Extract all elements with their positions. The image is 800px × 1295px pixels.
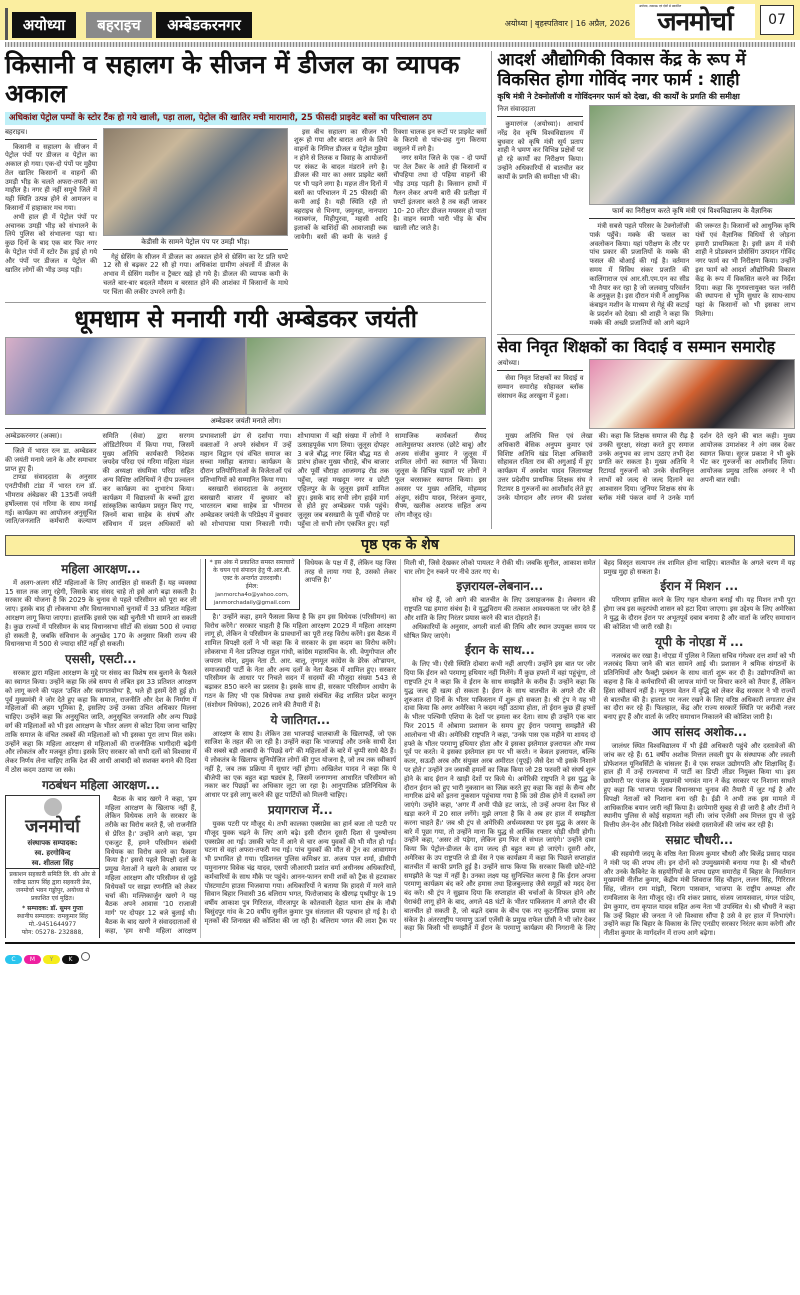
magenta-mark: M [24, 955, 41, 964]
lead-paragraph: किसानी व सहालग के सीजन में पेट्रोल पंपों पर डीजल व पेट्रोल का अकाल हो गया। एक-दो पंपों पर मुहैया तेल खातिर किसानों व वाहनों की उमड़ी भीड़ के चलते अफरा-तफरी का माहौल है। नगर ही नहीं समूचे जिले में यही स्थिति उत्पन्न होने से आमजन व किसानों में हाहाकार मच गया। [5, 142, 97, 213]
ambedkar-body [5, 337, 486, 529]
email-1[interactable]: janmorcha4o@yahoo.com, [215, 591, 289, 598]
publisher-info: प्रकाशन सहकारी समिति लि. की ओर से रवीन्द्र प्रताप सिंह द्वारा सहकारी प्रेस, जनमोर्चा भवन गड्डोपुर, अयोध्या से प्रकाशित एवं मुद्रित। [9, 870, 96, 902]
farm-headline-line2: विकसित होगा गोविंद नगर फार्म : शाही [497, 69, 740, 90]
section-text: नजरबंद कर रखा है। नोएडा में पुलिस ने जिला सचिव गंगेश्वर दत्त शर्मा को भी नजरबंद किया जाने की बात सामने आई थी। प्रशासन ने श्रमिक संगठनों के प्रतिनिधियों और फैक्ट्री प्रबंधन के साथ वार्ता शुरू कर दी है। उद्योगपतियों का कहना है कि वे कर्मचारियों की जायज मांगों पर विचार करने को तैयार हैं, लेकिन हिंसा स्वीकार्य नहीं है। न्यूनतम वेतन में वृद्धि को लेकर केंद्र सरकार ने भी राज्यों से बातचीत की है। हालात पर नजर रखने के लिए वरिष्ठ अधिकारी लगातार क्षेत्र का दौरा कर रहे हैं। फिलहाल, केंद्र और राज्य सरकारें स्थिति पर करीबी नजर बनाए हुए हैं और वार्ता के जरिए समाधान निकालने की कोशिश जारी है। [603, 651, 795, 722]
section-title: ईरान में मिशन ... [660, 579, 739, 594]
ambedkar-stage-photo [5, 337, 246, 415]
lead-column-1 [5, 128, 97, 275]
section-text: अधिकारियों के अनुसार, अगली वार्ता की तिथि और स्थान उपयुक्त समय पर घोषित किए जाएंगे। [404, 622, 596, 640]
masthead-logo [635, 4, 755, 38]
section-text: की सहयोगी जदयू के वरिष्ठ नेता विजय कुमार चौधरी और बिजेंद्र प्रसाद यादव ने मंत्री पद की शपथ ली। इन दोनों को उपमुख्यमंत्री बनाया गया है। श्री चौधरी और उनके कैबिनेट के सहयोगियों के शपथ ग्रहण समारोह में बिहार के निवर्तमान मुख्यमंत्री नीतीश कुमार, केंद्रीय मंत्री शिवराज सिंह चौहान, ललन सिंह, गिरिराज सिंह, जीतन राम मांझी, चिराग पासवान, भाजपा के राष्ट्रीय अध्यक्ष और रामविलास के नेता मौजूद रहे। रवि शंकर प्रसाद, संजय जायसवाल, मंगल पांडेय, प्रेम कुमार, राम कृपाल यादव सहित अन्य नेता भी उपस्थित थे। श्री चौधरी ने कहा कि उन्हें बिहार की जनता ने जो विश्वास सौंपा है उसे वे हर हाल में निभाएंगे। उन्होंने कहा कि बिहार के विकास के लिए एनडीए सरकार निरंतर काम करेगी और नीतीश कुमार के मार्गदर्शन में राज्य आगे बढ़ेगा। [603, 849, 795, 938]
yellow-mark: Y [43, 955, 60, 964]
farm-subheadline: कृषि मंत्री ने टेक्नोलॉजी व गोविंदनगर फार्म को देखा, की कार्यों के प्रगति की समीक्षा [497, 92, 740, 102]
phone-number: फोन: 05278- 232888, [21, 928, 84, 936]
teachers-ceremony-photo [589, 359, 795, 429]
editor: * सम्पादक: डॉ. सुमन गुप्ता [22, 904, 83, 912]
ambedkar-dateline: अम्बेडकरनगर (अक्स)। [5, 432, 96, 444]
section-title: आप सांसद अशोक... [651, 725, 747, 739]
founder-2: स्व. शीतला सिंह [6, 858, 99, 869]
ambedkar-paragraph: जिले में भारत रत्न डा. अम्बेडकर की जयंती मनाये जाने के और समाचार प्राप्त हुए हैं। [5, 447, 97, 473]
section-title: सम्राट चौधरी... [665, 832, 733, 847]
ambedkar-photo-caption: अम्बेडकर जयंती मनाते लोग। [5, 415, 486, 429]
section-text: परिणाम हासिल करने के लिए गहन योजना बनाई थी। यह मिशन तभी पूरा होगा जब इस कट्टरपंथी शासन को हटा दिया जाएगा। इस उद्देश्य के लिए अमेरिका ने युद्ध के दौरान ईरान पर अभूतपूर्व दबाव बनाया है और वार्ता के जरिए समाधान की कोशिश भी जारी रखी है। [603, 596, 795, 631]
teachers-dateline: अयोध्या। [497, 359, 583, 371]
top-stories [5, 51, 795, 529]
registration-crosshair-icon [81, 952, 90, 961]
dateline: अयोध्या | बृहस्पतिवार | 16 अप्रैल, 2026 [504, 19, 630, 28]
section-text: सरकार द्वारा महिला आरक्षण के मुद्दे पर संसद का विशेष सत्र बुलाने के फैसले का स्वागत किया। उन्होंने कहा कि लंबे समय से लंबित इस 33 प्रतिशत आरक्षण को लागू करने की पहल 'उचित और स्वागतयोग्य' है, भले ही इसमें देरी हुई हो। पूर्व मुख्यमंत्री ने जोर देते हुए कहा कि समाज, राजनीति और देश के निर्माण में महिलाओं की अहम भूमिका है, इसलिए उन्हें उनका उचित अधिकार मिलना चाहिए। उन्होंने कहा कि अनुसूचित जाति, अनुसूचित जनजाति और अन्य पिछड़े वर्ग की महिलाओं को भी इस आरक्षण के भीतर अलग से कोटा दिया जाना चाहिए ताकि समाज के वंचित तबकों की महिलाओं को भी इसका पूरा लाभ मिल सके। उन्होंने कहा कि महिला आरक्षण से महिलाओं की राजनीतिक भागीदारी बढ़ेगी और लोकतंत्र और मजबूत होगा। इसके लिए सरकार को सभी दलों को विश्वास में लेकर निर्णय लेना चाहिए ताकि देश की आधी आबादी को सशक्त बनाने की दिशा में ठोस कदम उठाया जा सके। [5, 669, 197, 774]
ambedkar-photos [5, 337, 486, 415]
header-divider [5, 42, 795, 47]
section-text: के लिए भी। ऐसी स्थिति दोबारा कभी नहीं आएगी। उन्होंने इस बात पर जोर दिया कि ईरान को परमाणु हथियार नहीं मिलेंगे। मैं कुछ हफ्तों में वहां पहुंचूंगा, तो राष्ट्रपति ट्रंप ने कहा कि वे ईरान के साथ समझौते के करीब हैं। उन्होंने कहा कि युद्ध जल्द ही खत्म हो सकता है। ईरान के साथ बातचीत के अगले दौर की शुरुआत दो दिनों के भीतर पाकिस्तान में शुरू हो सकता है। श्री ट्रंप ने यह भी दावा किया कि अगर अमेरिका ने कदम नहीं उठाया होता, तो ईरान कुछ ही हफ्तों के भीतर पश्चिमी एशिया के देशों पर हमला कर देता। साथ ही उन्होंने एक बार फिर 2015 में ओबामा प्रशासन के समय हुए ईरान परमाणु समझौते की आलोचना भी की। अमेरिकी राष्ट्रपति ने कहा, 'उनके पास एक महीने या शायद दो हफ्ते के भीतर परमाणु हथियार होता और वे इसका इस्तेमाल इजरायल और मध्य पूर्व पर करते। वे इसका इस्तेमाल हम पर भी करते। न केवल इजरायल, बल्कि कतर, सऊदी अरब और संयुक्त अरब अमीरात (यूएई) जैसे देश भी इसके निशाने पर होते।' उन्होंने उन जवाबी हमलों का जिक्र किया जो 28 फरवरी को संघर्ष शुरू होने के बाद ईरान ने खाड़ी देशों पर किये थे। अमेरिकी राष्ट्रपति ने इस युद्ध के दौरान ईरान को हुए भारी नुकसान का जिक्र करते हुए कहा कि वहां के सैन्य और नागरिक ढांचे को इतना नुकसान पहुंचाया गया है कि उसे ठीक होने में दशकों लग जाएंगे। उन्होंने कहा, 'अगर मैं अभी पीछे हट जाऊं, तो उन्हें अपना देश फिर से खड़ा करने में 20 साल लगेंगे। मुझे लगता है कि वे अब हर हाल में समझौता करना चाहते हैं।' जब श्री ट्रंप से अमेरिकी अर्थव्यवस्था पर इस युद्ध के असर के बारे में पूछा गया, तो उन्होंने माना कि युद्ध से आर्थिक रफ्तार थोड़ी धीमी होगी। उन्होंने कहा, 'असर तो पड़ेगा, लेकिन हम फिर से संभल जाएंगे।' उन्होंने दावा किया कि पेट्रोल-डीजल के दाम जल्द ही बहुत कम हो जाएंगे। दूसरी ओर, अमेरिका के उप राष्ट्रपति जे डी वेंस ने एक कार्यक्रम में कहा कि पिछले सप्ताहांत बातचीत में काफी प्रगति हुई है। उन्होंने साफ किया कि सरकार किसी छोटे-मोटे समझौते के पक्ष में नहीं है। उनका लक्ष्य यह सुनिश्चित करना है कि ईरान अपना परमाणु कार्यक्रम बंद करे और हमास तथा हिजबुल्लाह जैसे समूहों को मदद देना बंद करे। श्री ट्रंप ने सुझाव दिया कि सप्ताहांत की चर्चाओं के विफल होने और घेराबंदी लागू होने के बाद, अगले 48 घंटों के भीतर पाकिस्तान में अगले दौर की बातचीत हो सकती है, जो बढ़ते दबाव के बीच एक नए कूटनीतिक प्रयास का संकेत है। अंतरराष्ट्रीय परमाणु ऊर्जा एजेंसी के प्रमुख राफेल ग्रॉसी ने भी जोर देकर कहा कि किसी भी समझौते में ईरान के परमाणु कार्यक्रम की निगरानी के लिए बेहद विस्तृत सत्यापन तंत्र शामिल होना चाहिए। बातचीत के अगले चरण में यह प्रमुख मुद्दा हो सकता है। [404, 558, 795, 933]
section-title: इज़रायल-लेबनान... [456, 579, 544, 594]
section-tab-ambedkarnagar[interactable]: अम्बेडकरनगर [156, 12, 252, 38]
section-text: जालंधर स्थित विश्वविद्यालय में भी ईडी अधिकारी पहुंचे और दस्तावेजों की जांच कर रहे हैं। 61 वर्षीय अशोक मित्तल लवली ग्रुप के संस्थापक और लवली प्रोफेशनल यूनिवर्सिटी के चांसलर हैं। वे एक सफल उद्योगपति और शिक्षाविद् हैं। हाल ही में उन्हें राज्यसभा में पार्टी का डिप्टी लीडर नियुक्त किया था। इस छापेमारी पर पंजाब के मुख्यमंत्री भगवंत मान ने केंद्र सरकार पर निशाना साधते हुए कहा कि भाजपा पंजाब विधानसभा चुनाव की तैयारी में जुट गई है और विपक्षी नेताओं को निशाना बना रही है। ईडी ने अभी तक इस मामले में आधिकारिक बयान जारी नहीं किया है। छापेमारी सुबह से ही जारी है और टीमों ने स्थानीय पुलिस से कोई सहायता नहीं ली। जांच एजेंसी अब मित्तल ग्रुप से जुड़े वित्तीय लेन-देन और विदेशी निवेश संबंधी दस्तावेजों की जांच कर रही है। [603, 742, 795, 830]
farm-headline-line1: आदर्श औद्योगिकी विकास केंद्र के रूप में [497, 50, 746, 70]
masthead-title: जनमोर्चा [657, 7, 733, 37]
black-mark: K [62, 955, 79, 964]
lead-body [5, 128, 486, 297]
farm-columns-right [589, 222, 795, 328]
lead-paragraph: इस बीच सहालग का सीजन भी शुरू हो गया और बारात आने के लिये वाहनों के निमित्त डीजल व पेट्रोल मुहैया न होने से तिलक व विवाह के आयोजनों पर संकट के बादल मंडराने लगे है। डीजल की मार का असर प्राइवेट बसों पर भी पड़ने लगा है। महज तीन दिनों में बसों का परिचालन में 25 फीसदी की कमी आई है। यही स्थिति रही तो बहराइच से भिनगा, जमुनहा, नानपारा नवाबगंज, मिहीपुरवा, महसी आदि इलाकों के बाशिंदों की आवाजाही रुक जायेगी। बसों की कमी के चलते ई रिक्शा चालक इन रूटों पर प्राइवेट बसों के किराये से पांच-छह गुना किराया वसूलने में लगे है। [294, 127, 487, 242]
farm-photo-column [589, 105, 795, 328]
email-2[interactable]: janmorchadaily@gmail.com [213, 599, 291, 606]
teachers-paragraph: सेवा निवृत शिक्षकों का विदाई व सम्मान समारोह सोहावल ब्लॉक संसाधन केंद्र अरखुना में हुआ। [497, 374, 584, 400]
lead-dateline: बहराइच। [5, 128, 97, 140]
cmyk-registration-marks [5, 942, 795, 965]
section-text: युवक पटरी पर मौजूद थे। तभी कालका एक्सप्रेस का हार्न बजा तो पटरी पर मौजूद युवक चढ़ने के लिए आगे बढ़े। इसी दौरान दूसरी दिशा से पुरुषोत्तम एक्सप्रेस आ गई। उसकी चपेट में आने से चार अन्य युवकों की भी मौत हो गई। घटना से वहां अफरा-तफरी मच गई। पांच युवकों की मौत से ट्रेन का आवागमन भी प्रभावित हो गया। एडिशनल पुलिस कमिश्नर डा. अजय पाल शर्मा, डीसीपी यमुनानगर विवेक चंद्र यादव, एसपी जीआरपी प्रशांत वर्मा अधीनस्थ अधिकारियों, कर्मचारियों के साथ मौके पर पहुंचे। आनन-फानन सभी शवों को ट्रैक से हटवाकर पोस्टमार्टम हाउस भिजवाया गया। अधिकारियों ने बताया कि हादसे में मरने वाले सिवान बिहार निवासी 36 बलिराम भगत, फिरोजाबाद के खैरगढ़ पृथ्वीपुर के 19 वर्षीय आकाश पुत्र गिरिराज, मीरजापुर के कोतवाली देहात थाना क्षेत्र के नौबी बिसुंदपुर गांव के 20 वर्षीय सुनील कुमार पुत्र संतलाल की पहचान हो गई है। दो मृतकों की शिनाख्त की कोशिश की जा रही है। बलिराम भगत की लाश ट्रैक पर मिली थी, जिसे देखकर लोको पायलट ने रोकी थी। जबकि सुनील, आकाश समेत चार लोग ट्रेन रुकने पर नीचे उतर गए थे। [204, 558, 596, 925]
farm-column-1 [497, 105, 583, 182]
teachers-column-1 [497, 359, 583, 400]
section-title: प्रयागराज में... [267, 802, 333, 817]
cyan-mark: C [5, 955, 22, 964]
ambedkar-headline: धूमधाम से मनायी गयी अम्बेडकर जयंती [5, 302, 486, 334]
email-label: ईमेल: [245, 582, 259, 590]
right-stories [497, 51, 795, 502]
section-title: महिला आरक्षण... [61, 561, 141, 576]
section-text: है।' उन्होंने कहा, हमने फैसला किया है कि हम इस विधेयक (परिसीमन) का विरोध करेंगे।' सरकार चाहती है कि महिला आरक्षण 2029 में महिला आरक्षण लागू हो, लेकिन वे परिसीमन के प्रावधानों का पूरी तरह विरोध करेंगे। इस बैठक में शामिल विपक्षी दलों ने भी कहा कि वे सरकार के इस कदम का विरोध करेंगे। लोकसभा में नेता प्रतिपक्ष राहुल गांधी, कांग्रेस महासचिव के. सी. वेणुगोपाल और जयराम रमेश, द्रमुक नेता टी. आर. बालू, तृणमूल कांग्रेस के डेरेक ओ'ब्रायन, समाजवादी पार्टी के नेता और अन्य दलों के नेता बैठक में शामिल हुए। सरकार परिसीमन के आधार पर निचले सदन में सदस्यों की मौजूदा संख्या 543 से बढ़ाकर 850 करने का प्रस्ताव है। इसके साथ ही, सरकार परिसीमन आयोग के गठन के लिए भी एक विधेयक तथा इससे संबंधित केंद्र शासित प्रदेश कानून (संशोधन विधेयक), 2026 लाने की तैयारी में है। [204, 612, 396, 709]
section-title: ये जातिगत... [270, 712, 330, 727]
section-text: आरक्षण के साथ है। लेकिन उस भाजपाई चालबाजी के खिलाफहैं, जो एक साजिश के तहत की जा रही है। उन्होंने कहा कि भाजपाई और उनके साथी देश की सबसे बड़ी आबादी के 'पिछड़े वर्ग' की महिलाओं के बारे में चुप्पी साधे बैठे हैं। ये लोकतंत्र के खिलाफ सुनियोजित लोगों की गुप्त योजना है, जो तब तक स्वीकार्य नहीं है, जब तक प्रक्रिया में सुधार नहीं होगा। अखिलेश यादव ने कहा कि ये बीजेपी का एक बहुत बड़ा षड्यंत्र है, जिसमें जनगणना आधारित परिसीमन को नकार कर पिछड़ों का अधिकार लूटा जा रहा है। आनुपातिक प्रतिनिधित्व के आधार पर इसे लागू करने की छूट पार्टियों को मिलनी चाहिए। [204, 729, 396, 800]
lead-columns-right [294, 128, 486, 242]
ambedkar-paragraph: टाण्डा संवाददाता के अनुसार एनटीपीसी टांडा में भारत रत्न डॉ. भीमराव अंबेडकर की 135वीं जयंती हर्षोल्लास एवं गरिमा के साथ मनाई गई। कार्यक्रम का आयोजन अनुसूचित जाति/जनजाति कर्मचारी कल्याण समिति (सेवा) द्वारा सरगम ऑडिटोरियम में किया गया, जिसमें मुख्य अतिथि कार्यकारी निदेशक जयदेव परिदा एवं गरिमा महिला मंडल की अध्यक्षा संघमित्रा परिदा सहित अन्य विशिष्ट अतिथियों ने दीप प्रज्वलन कर कार्यक्रम का शुभारंभ किया। कार्यक्रम में विद्यालयों के बच्चों द्वारा सांस्कृतिक कार्यक्रम प्रस्तुत किए गए, जिनमें बाबा साहेब के संघर्ष और संविधान में प्रदत्त अधिकारों को प्रभावशाली ढंग से दर्शाया गया। वक्ताओं ने अपने संबोधन में उन्हें महान विद्वान एवं वंचित समाज का सच्चा मसीहा बताया। कार्यक्रम के दौरान प्रतियोगिताओं के विजेताओं एवं प्रतिभागियों को सम्मानित किया गया। [5, 432, 292, 529]
founder-1: स्व. हरगोविन्द [34, 848, 71, 857]
farm-byline: निज संवाददाता [497, 105, 583, 117]
teachers-body [497, 359, 795, 429]
farm-paragraph: कुमारगंज (अयोध्या)। आचार्य नरेंद्र देव कृषि विश्वविद्यालय में बुधवार को कृषि मंत्री सूर्य प्रताप शाही ने भ्रमण कर विभिन्न प्रक्षेत्रों पर हो रहे कार्यों का निरीक्षण किया। उन्होंने अधिकारियों से बातचीत कर कार्यों के प्रगति की समीक्षा भी की। [497, 120, 584, 181]
page-number: 07 [760, 5, 794, 35]
page-header [0, 0, 800, 40]
section-title: यूपी के नोएडा में ... [655, 634, 744, 649]
lead-paragraph: नगर समेत जिले के एक - दो पम्पों पर तेल टैंकर के आते ही किसानों व चौपहिया तथा दो पहिया वाहनों की भीड़ उमड़ पड़ती है। किसान हाथों में गैलन लेकर अपनी बारी की प्रतीक्षा में घण्टों इंतजार करते है तब कहीं जाकर 10- 20 लीटर डीजल मयस्सर हो पाता है। वाहन स्वामी भारी भीड़ के बीच खाली लौट जाते है। [393, 153, 487, 233]
lead-photo-caption: केडीसी के सामने पेट्रोल पंप पर उमड़ी भीड़। [103, 236, 288, 250]
header-edge-mark [5, 8, 8, 40]
farm-body [497, 105, 795, 328]
masthead-tagline: अयोध्या, लखनऊ एवं दोनों से प्रकाशित [639, 4, 682, 8]
left-stories [5, 51, 486, 529]
section-text: बैठक के बाद खरगे ने कहा, 'हम महिला आरक्षण के खिलाफ नहीं हैं, लेकिन विधेयक लाने के सरकार के तरीके का विरोध करते हैं, जो राजनीति से प्रेरित है।' उन्होंने आगे कहा, 'हम एकजुट हैं, हमने परिसीमन संबंधी विधेयक का विरोध करने का फैसला किया है।' इससे पहले विपक्षी दलों के प्रमुख नेताओं ने खरगे के आवास पर महिला आरक्षण और परिसीमन से जुड़े विधेयकों पर साझा रणनीति को लेकर चर्चा की। मल्लिकार्जुन खरगे ने यह बैठक अपने आवास '10 राजाजी मार्ग' पर दोपहर 12 बजे बुलाई थी। बैठक के बाद खरगे ने संवाददाताओं से कहा, 'हम सभी महिला आरक्षण विधेयक के पक्ष में हैं, लेकिन यह जिस तरह से लाया गया है, उसको लेकर आपत्ति है।' [105, 558, 396, 935]
petrol-pump-crowd-photo [103, 128, 288, 236]
lead-subheadline: अधिकांश पेट्रोल पम्पों के स्टोर टैंक हो गये खाली, पड़ा ताला, पेट्रोल की खातिर मची मारामारी, 25 फीसदी प्राइवेट बसों का परिचालन ठप [5, 112, 486, 125]
farm-photo-caption: फार्म का निरीक्षण करते कृषि मंत्री एवं विश्वविद्यालय के वैज्ञानिक [589, 205, 795, 219]
pen-nib-icon [44, 798, 62, 816]
lead-paragraph: अभी हाल ही में पेट्रोल पंपों पर अचानक उमड़ी भीड़ को संभालने के लिये पुलिस को संभालना पड़ा था। कुछ दिनों के बाद एक बार फिर नगर के पेट्रोल पंपों में स्टोर टैंक ड्राई हो गये और पंपों पर डीजल व पेट्रोल की खातिर लोगों की भीड़ उमड़ पड़ी। [5, 212, 97, 274]
section-tab-ayodhya[interactable]: अयोध्या [12, 12, 76, 38]
section-title: ईरान के साथ... [464, 643, 535, 658]
farm-paragraph: मंत्री सबसे पहले परिसर के टेक्नोलॉजी पार्क पहुँचे। मक्के की फसल का अवलोकन किया। यहां परीक्षण के तौर पर पांच प्रकार की प्रजातियों के मक्के की फसल की बोआई की गई है। वर्तमान समय में विविध संकर प्रजाति की कालिंगाराज एवं आर.सी.एम.एन का सीड भी तैयार कर रहा है जो जलवायु परिवर्तन के अनुकूल है। इस दौरान मंत्री ने आधुनिक कंबाइन मशीन के माध्यम से गेहूं की कटाई के प्रदर्शन को देखा। श्री शाही ने कहा कि मक्के की अच्छी प्रजातियों को आगे बढ़ाने की जरूरत है। किसानों को आधुनिक कृषि यंत्रों एवं वैज्ञानिक विधियों से जोड़ना हमारी प्राथमिकता है। इसी क्रम में मंत्री शाही ने प्रोडक्शन प्रोसेसिंग उत्पादन गोविंद नगर फार्म का भी निरीक्षण किया। उन्होंने इस फार्म को आदर्श औद्योगिकी विकास केंद्र के रूप में विकसित करने का निर्देश दिया। कहा कि गुणवत्तायुक्त फल नर्सरी की स्थापना से भूमि सुधार के साथ-साथ यहां के किसानों को भी इसका लाभ मिलेगा। [589, 222, 796, 327]
teachers-paragraph: मुख्य अतिथि वित्त एवं लेखा अधिकारी बेसिक अनुपम कुमार एवं विशिष्ट अतिथि खंड शिक्षा अधिकारी सोहावल रविता राव की अगुआई में हुए कार्यक्रम में अवधेश यादव जिलाध्यक्ष उत्तर प्रदेशीय प्राथमिक शिक्षक संघ ने रिटायर 8 गुरुजनों का आशीर्वाद लेते हुए उनके योगदान और लगन की प्रशंसा की। कहा कि शिक्षक समाज की रीढ़ है उनकी सुरक्षा, संरक्षा करते हुए समाज उनके अनुभव का लाभ उठाए तभी देश प्रगति कर सकता है। मुख्य अतिथि ने रिटायर्ड गुरुजनों को उनके सेवानिवृत्त लाभों को जल्द से जल्द दिलाने का आश्वासन दिया। जूनियर शिक्षक संघ के ब्लॉक मंत्री पंकज वर्मा ने उनके मार्ग दर्शन देते रहने की बात कही। मुख्य आयोजक उमाशंकर ने अंग वस्त्र देकर स्वागत किया। सूरज प्रकाश ने भी बुके भेंट कर गुरुजनों का आशीर्वाद लिया। आयोजक प्रमुख तारिक अनवर ने भी अपनी बात रखी। [497, 432, 795, 502]
lead-photo-column [103, 128, 288, 297]
teachers-columns [497, 432, 795, 502]
section-text: सोच रहे हैं, जो आगे की बातचीत के लिए उत्साहजनक है। लेबनान की राष्ट्रपति पद्य हमारा संबंध है। वे युद्धविराम की तत्काल आवश्यकता पर जोर देते हैं और शांति के लिए निरंतर प्रयास करने की बात दोहराते हैं। [404, 596, 596, 623]
section-tab-bahraich[interactable]: बहराइच [86, 12, 152, 38]
lead-paragraph: गेहूं थ्रेसिंग के सीजन में डीजल का अकाल होने से थ्रेसिंग का रेट प्रति घण्टे 12 सौ से बढ़कर 22 सौ हो गया। अधिकांश ग्रामीण अंचलों में डीजल के अभाव में थ्रेसिंग मशीन व ट्रैक्टर खड़े हो गये है। डीजल की व्यापक कमी के चलते बार-बार बदलते मौसम व बरसात होने की आशंका में किसानों के माथे पर चिंता की लकीर उभरने लगी है। [103, 252, 288, 296]
lead-under-photo-text [103, 253, 288, 297]
section-text: में अलग-अलग सीटें महिलाओं के लिए आरक्षित हो सकती हैं। यह व्यवस्था 15 साल तक लागू रहेगी, जिसके बाद संसद चाहे तो इसे आगे बढ़ा सकती है। सरकार की योजना है कि 2029 के चुनाव से पहले परिसीमन को पूरा कर ली जाए। इसके बाद ही लोकसभा और विधानसभाओं चुनावों में 33 प्रतिशत महिला आरक्षण लागू किया जाएगा। हालांकि इससे एक बड़ी चुनौती भी सामने आ सकती है। कुछ राज्यों में परिसीमन के बाद विधानसभा सीटों की संख्या 500 से ज्यादा हो सकती है, जबकि संविधान के अनुच्छेद 170 के अनुसार किसी राज्य की विधानसभा में 500 से ज्यादा सीटें नहीं हो सकती। [5, 578, 197, 649]
column-rule [491, 51, 492, 529]
farm-inspection-photo [589, 105, 795, 205]
continued-columns [5, 559, 795, 938]
local-editor: स्थानीय सम्पादक: रामकुमार सिंह [16, 912, 89, 920]
lead-headline: किसानी व सहालग के सीजन में डीजल का व्यापक अकाल [5, 50, 460, 108]
continued-banner: पृष्ठ एक के शेष [5, 535, 795, 556]
section-title: एससी, एसटी... [65, 652, 137, 667]
teachers-headline: सेवा निवृत शिक्षकों का विदाई व सम्मान समारोह [497, 334, 795, 356]
ambedkar-paragraph: बसखारी संवाददाता के अनुसार बसखारी बाजार में बुधवार को भारतरत्न बाबा साहेब डा भीमराव अम्बेडकर जयंती के परिप्रेक्ष्य में बुधवार को शोभायात्रा यात्रा निकाली गयी। शोभायात्रा में बड़ी संख्या में लोगों ने उत्साहपूर्वक भाग लिया। जुलूस दोपहर 3 बजे बौद्ध नगर स्थित बौद्ध मठ से प्रारंभ होकर मुख्य चौराहे, बीच बाजार और पूर्वी चौराहा आजमगढ़ रोड तक पहुँचा, जहां मखदूम नगर व छोटी एहिलपुर के के जुलूस इसमें शामिल हुए। इसके बाद सभी लोग हाईवे मार्ग से होते हुए अम्बेडकर पार्क पहुंचे। जुलूस जब बसखारी के पूर्वी चौराहे पर पहुँचा तो सभी लोग एकत्रित हुए। यहाँ सामाजिक कार्यकर्ता सैयद आलेमुस्तफा अशरफ (छोटे बाबू) और अजय संजीव कुमार ने जुलूस में शामिल लोगों का स्वागत भी किया। जुलूस के विभिन्न पड़ावों पर लोगों ने फूल बरसाकर स्वागत किया। इस अवसर पर मुख्य अतिथि, मोहम्मद अंजुम, संदीप यादव, निरंजन कुमार, सैफ्य, खलीक अशरफ सहित अन्य लोग मौजूद रहे। [199, 432, 487, 529]
mobile-number: मो.-9451644977 [28, 920, 77, 928]
prb-note: * इस अंक में प्रकाशित समस्त समाचारों के चयन एवं संपादन हेतु पी.आर.बी. एक्ट के अन्तर्गत उत्तरदायी। [209, 558, 295, 582]
section-title: गठबंधन महिला आरक्षण... [42, 777, 160, 792]
imprint-masthead: जनमोर्चा [25, 815, 80, 837]
founders-label: संस्थापक सम्पादक: [27, 838, 78, 847]
ambedkar-procession-photo [246, 337, 487, 415]
